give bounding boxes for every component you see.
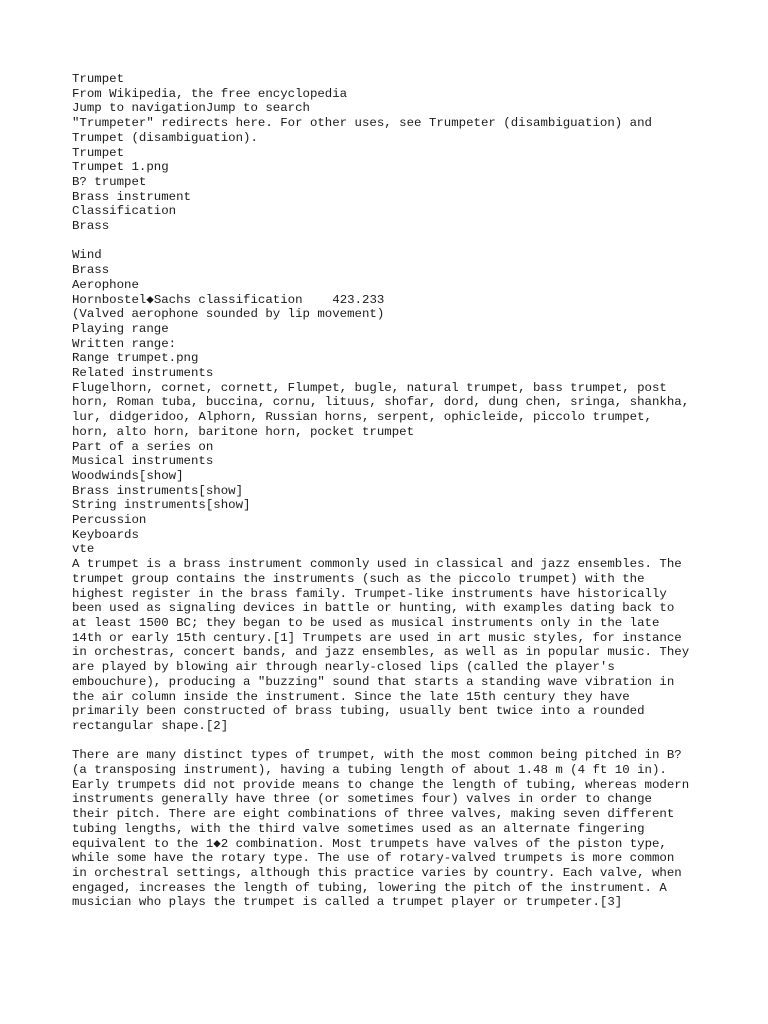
text-line: (a transposing instrument), having a tubing length of about 1.48 m (4 ft 10 in). bbox=[72, 763, 667, 778]
text-line: A trumpet is a brass instrument commonly used in classical and jazz ensembles. The bbox=[72, 557, 682, 572]
text-line: (Valved aerophone sounded by lip movement) bbox=[72, 307, 385, 322]
text-line: the air column inside the instrument. Since the late 15th century they have bbox=[72, 689, 630, 704]
text-line: primarily been constructed of brass tubing, usually bent twice into a rounded bbox=[72, 704, 645, 719]
text-line: while some have the rotary type. The use of rotary-valved trumpets is more common bbox=[72, 851, 675, 866]
text-line: Keyboards bbox=[72, 527, 139, 542]
text-line: 14th or early 15th century.[1] Trumpets are used in art music styles, for instance bbox=[72, 630, 682, 645]
text-line: "Trumpeter" redirects here. For other uses, see Trumpeter (disambiguation) and bbox=[72, 116, 652, 131]
text-line: Early trumpets did not provide means to change the length of tubing, whereas modern bbox=[72, 777, 690, 792]
text-line: Brass bbox=[72, 263, 110, 278]
text-line: trumpet group contains the instruments (such as the piccolo trumpet) with the bbox=[72, 571, 645, 586]
text-line: Wind bbox=[72, 248, 102, 263]
text-line: in orchestral settings, although this practice varies by country. Each valve, when bbox=[72, 865, 682, 880]
text-line: Range trumpet.png bbox=[72, 351, 199, 366]
text-line: highest register in the brass family. Trumpet-like instruments have historically bbox=[72, 586, 667, 601]
text-line: Trumpet (disambiguation). bbox=[72, 130, 258, 145]
paragraph-block bbox=[72, 748, 712, 910]
text-line: Hornbostel◆Sachs classification 423.233 bbox=[72, 292, 385, 307]
text-line: Related instruments bbox=[72, 366, 214, 381]
text-line: Brass instrument bbox=[72, 189, 191, 204]
document-page bbox=[72, 72, 712, 910]
text-line: Flugelhorn, cornet, cornett, Flumpet, bugle, natural trumpet, bass trumpet, post bbox=[72, 380, 667, 395]
text-line: There are many distinct types of trumpet, with the most common being pitched in B? bbox=[72, 748, 682, 763]
text-line: From Wikipedia, the free encyclopedia bbox=[72, 86, 348, 101]
text-line: in orchestras, concert bands, and jazz ensembles, as well as in popular music. They bbox=[72, 645, 690, 660]
text-line: Trumpet bbox=[72, 72, 125, 86]
text-line: Aerophone bbox=[72, 277, 139, 292]
text-line: been used as signaling devices in battle or hunting, with examples dating back to bbox=[72, 601, 675, 616]
text-line: Brass instruments[show] bbox=[72, 483, 244, 498]
blank-line bbox=[72, 734, 712, 749]
text-line: horn, Roman tuba, buccina, cornu, lituus, shofar, dord, dung chen, sringa, shankha, bbox=[72, 395, 690, 410]
text-line: Written range: bbox=[72, 336, 177, 351]
text-line: lur, didgeridoo, Alphorn, Russian horns, serpent, ophicleide, piccolo trumpet, bbox=[72, 410, 652, 425]
text-line: their pitch. There are eight combinations of three valves, making seven different bbox=[72, 807, 675, 822]
text-line: at least 1500 BC; they began to be used as musical instruments only in the late bbox=[72, 616, 660, 630]
text-line: Classification bbox=[72, 204, 177, 219]
text-line: embouchure), producing a "buzzing" sound that starts a standing wave vibration in bbox=[72, 674, 675, 689]
text-line: musician who plays the trumpet is called a trumpet player or trumpeter.[3] bbox=[72, 895, 623, 910]
text-line: Jump to navigationJump to search bbox=[72, 101, 310, 116]
text-line: Woodwinds[show] bbox=[72, 468, 184, 483]
text-line: instruments generally have three (or sometimes four) valves in order to change bbox=[72, 792, 652, 807]
text-line: engaged, increases the length of tubing, lowering the pitch of the instrument. A bbox=[72, 880, 667, 895]
text-line: Playing range bbox=[72, 321, 169, 336]
text-line: vte bbox=[72, 542, 95, 557]
text-line: Percussion bbox=[72, 513, 147, 528]
blank-line bbox=[72, 234, 712, 249]
text-line: equivalent to the 1◆2 combination. Most trumpets have valves of the piston type, bbox=[72, 836, 667, 851]
text-line: Brass bbox=[72, 219, 110, 234]
text-line: Musical instruments bbox=[72, 454, 214, 469]
text-line: Trumpet 1.png bbox=[72, 160, 169, 175]
text-line: String instruments[show] bbox=[72, 498, 251, 513]
text-line: tubing lengths, with the third valve sometimes used as an alternate fingering bbox=[72, 821, 645, 836]
text-line: Trumpet bbox=[72, 145, 125, 160]
infobox-block bbox=[72, 248, 712, 733]
text-line: rectangular shape.[2] bbox=[72, 718, 229, 733]
text-line: B? trumpet bbox=[72, 174, 147, 189]
text-line: are played by blowing air through nearly-closed lips (called the player's bbox=[72, 660, 615, 675]
header-block bbox=[72, 72, 712, 234]
text-line: Part of a series on bbox=[72, 439, 214, 454]
text-line: horn, alto horn, baritone horn, pocket trumpet bbox=[72, 424, 415, 439]
